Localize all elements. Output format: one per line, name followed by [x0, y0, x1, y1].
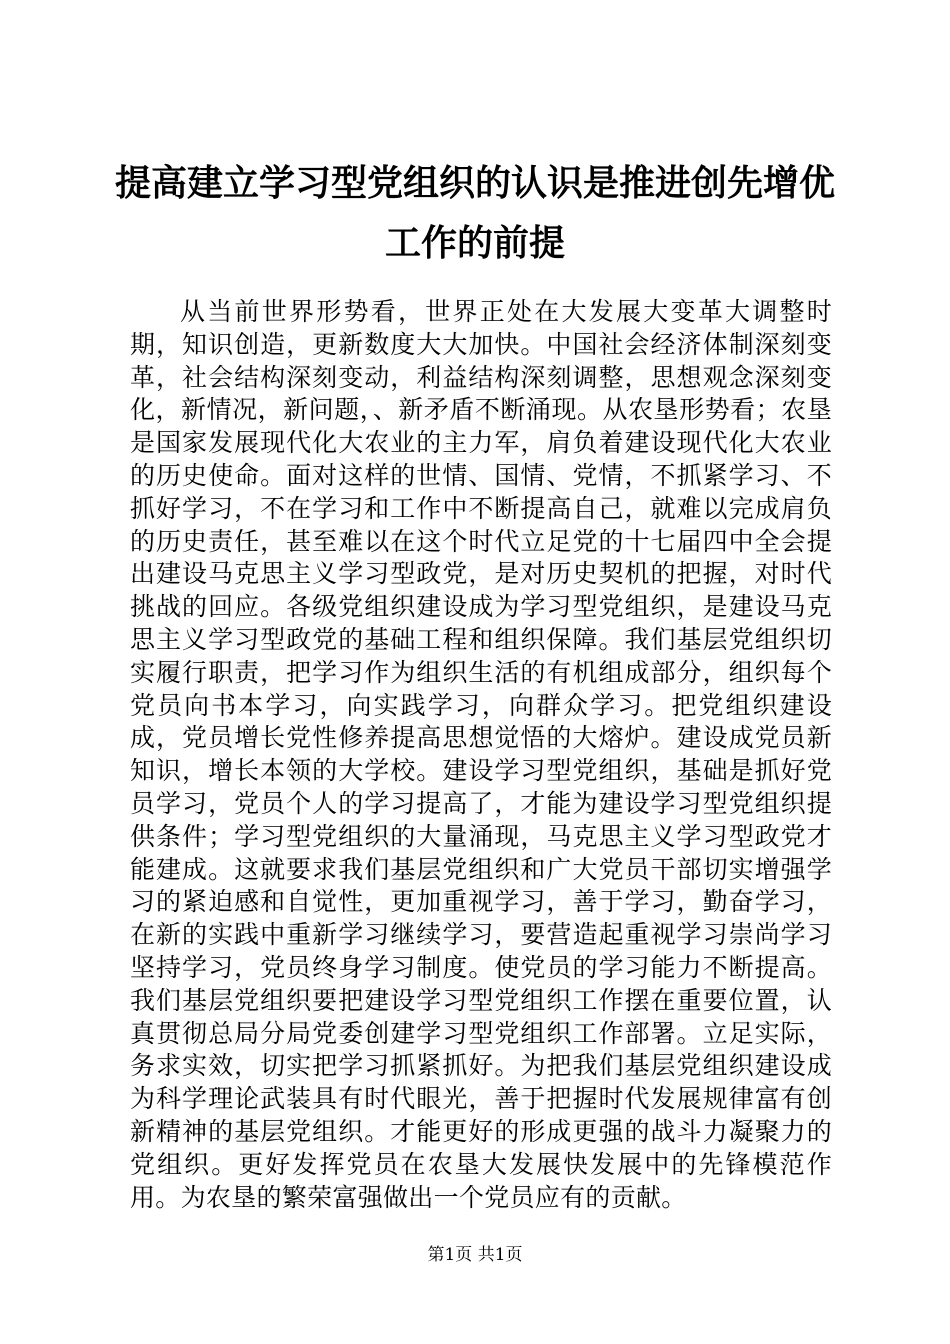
page-number-footer: 第1页 共1页 — [427, 1245, 523, 1265]
document-title-line-1: 提高建立学习型党组织的认识是推进创先增优 — [114, 162, 835, 204]
document-title-line-2: 工作的前提 — [384, 222, 565, 264]
document-body-paragraph: 从当前世界形势看，世界正处在大发展大变革大调整时期，知识创造，更新数度大大加快。中国社会经济体制深刻变革，社会结构深刻变动，利益结构深刻调整，思想观念深刻变化，新情况，新问题，、新矛盾不断涌现。从农垦形势看；农垦是国家发展现代化大农业的主力军，肩负着建设现代化大农业的历史使命。面对这样的世情、国情、党情，不抓紧学习、不抓好学习，不在学习和工作中不断提高自己，就难以完成肩负的历史责任，甚至难以在这个时代立足党的十七届四中全会提出建设马克思主义学习型政党，是对历史契机的把握，对时代挑战的回应。各级党组织建设成为学习型党组织，是建设马克思主义学习型政党的基础工程和组织保障。我们基层党组织切实履行职责，把学习作为组织生活的有机组成部分，组织每个党员向书本学习，向实践学习，向群众学习。把党组织建设成，党员增长党性修养提高思想觉悟的大熔炉。建设成党员新知识，增长本领的大学校。建设学习型党组织，基础是抓好党员学习，党员个人的学习提高了，才能为建设学习型党组织提供条件；学习型党组织的大量涌现，马克思主义学习型政党才能建成。这就要求我们基层党组织和广大党员干部切实增强学习的紧迫感和自觉性，更加重视学习，善于学习，勤奋学习，在新的实践中重新学习继续学习，要营造起重视学习崇尚学习坚持学习，党员终身学习制度。使党员的学习能力不断提高。我们基层党组织要把建设学习型党组织工作摆在重要位置，认真贯彻总局分局党委创建学习型党组织工作部署。立足实际，务求实效，切实把学习抓紧抓好。为把我们基层党组织建设成为科学理论武装具有时代眼光，善于把握时代发展规律富有创新精神的基层党组织。才能更好的形成更强的战斗力凝聚力的党组织。更好发挥党员在农垦大发展快发展中的先锋模范作用。为农垦的繁荣富强做出一个党员应有的贡献。 — [130, 297, 832, 1212]
